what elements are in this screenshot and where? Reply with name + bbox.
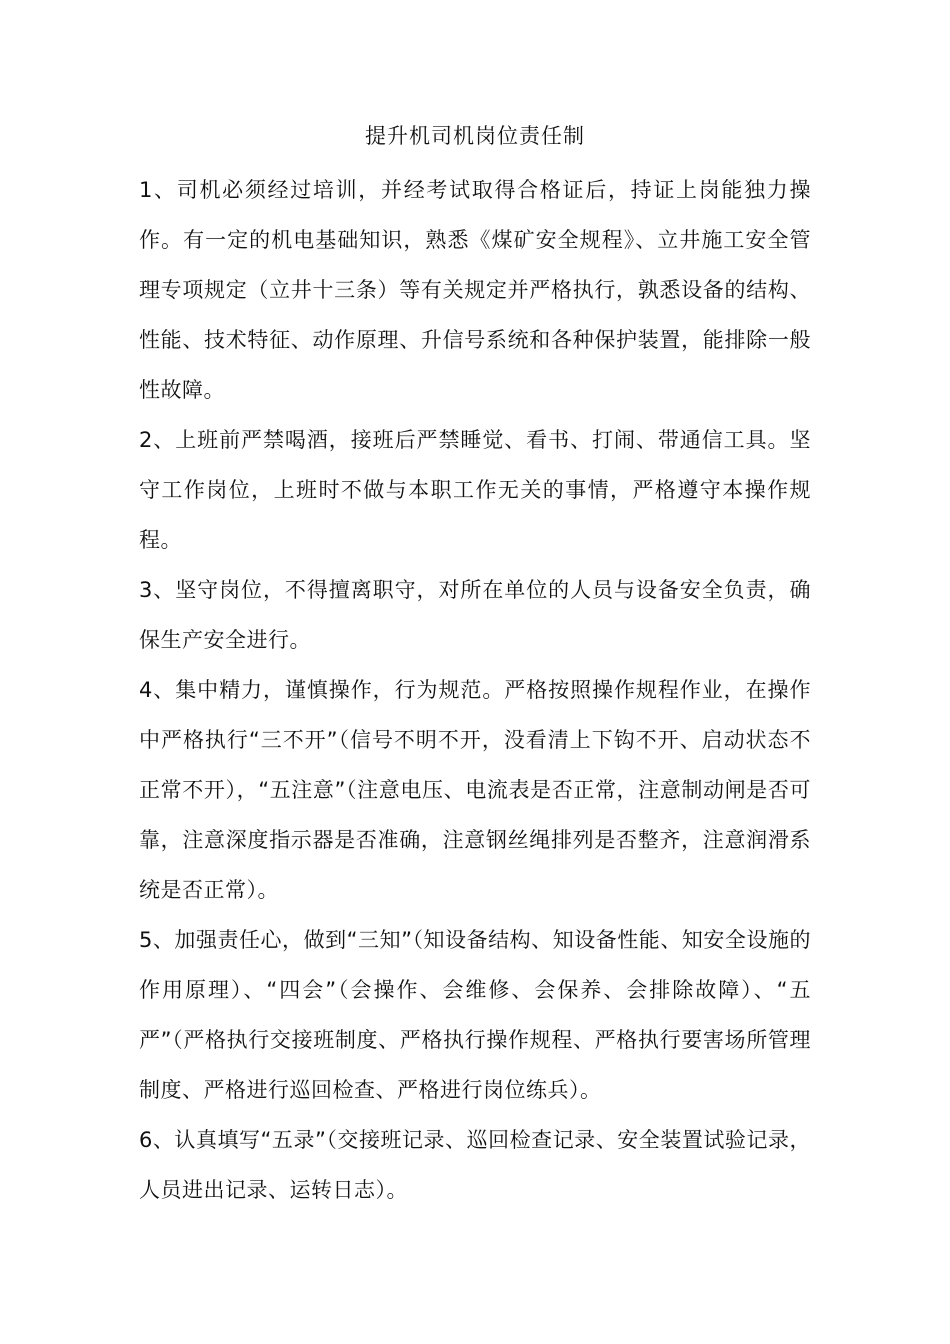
paragraph-2: 2、上班前严禁喝酒，接班后严禁睡觉、看书、打闹、带通信工具。坚守工作岗位，上班时不做与本职工作无关的事情，严格遵守本操作规程。: [139, 428, 811, 552]
paragraph-4: 4、集中精力，谨慎操作，行为规范。严格按照操作规程作业，在操作中严格执行“三不开”（信号不明不开，没看清上下钩不开、启动状态不正常不开），“五注意”（注意电压、电流表是否正常，注意制动闸是否可靠，注意深度指示器是否准确，注意钢丝绳排列是否整齐，注意润滑系统是否正常）。: [139, 678, 811, 902]
paragraph-1: 1、司机必须经过培训，并经考试取得合格证后，持证上岗能独力操作。有一定的机电基础知识，熟悉《煤矿安全规程》、立井施工安全管理专项规定（立井十三条）等有关规定并严格执行，孰悉设备的结构、性能、技术特征、动作原理、升信号系统和各种保护装置，能排除一般性故障。: [139, 178, 811, 402]
document-title: 提升机司机岗位责任制: [365, 124, 585, 148]
paragraph-6: 6、认真填写“五录”（交接班记录、巡回检查记录、安全装置试验记录，人员进出记录、运转日志）。: [139, 1128, 811, 1202]
paragraph-3: 3、坚守岗位，不得擅离职守，对所在单位的人员与设备安全负责，确保生产安全进行。: [139, 578, 811, 652]
paragraph-5: 5、加强责任心，做到“三知”（知设备结构、知设备性能、知安全设施的作用原理）、“四会”（会操作、会维修、会保养、会排除故障）、“五严”（严格执行交接班制度、严格执行操作规程、严格执行要害场所管理制度、严格进行巡回检查、严格进行岗位练兵）。: [139, 928, 811, 1102]
document-body: [139, 165, 811, 1215]
